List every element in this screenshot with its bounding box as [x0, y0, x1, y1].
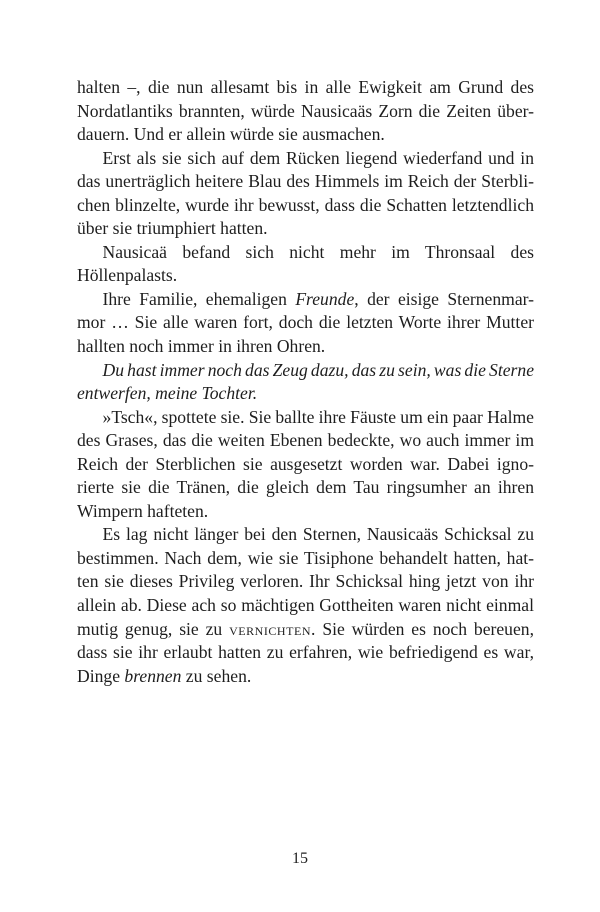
paragraph-5-italic-quote — [77, 359, 534, 406]
text-span: zu sehen. — [181, 665, 252, 686]
text-span: Ihre Familie, ehemaligen — [102, 288, 296, 309]
text-span: mutig genug, sie zu — [77, 618, 230, 639]
paragraph-1 — [77, 76, 534, 147]
text-line: Höllenpalasts. — [77, 265, 178, 286]
text-line: »Tsch«, spottete sie. Sie ballte ihre Fäuste um ein paar Halme — [102, 406, 534, 427]
paragraph-7 — [77, 523, 534, 688]
text-line: dass sie ihr erlaubt hatten zu erfahren, wie befriedigend es war, — [77, 642, 534, 663]
text-line: ten sie dieses Privileg verloren. Ihr Schicksal hing jetzt von ihr — [77, 571, 534, 592]
text-line: bestimmen. Nach dem, wie sie Tisiphone behandelt hatten, hat- — [77, 547, 534, 568]
text-line: Erst als sie sich auf dem Rücken liegend wiederfand und in — [102, 147, 534, 168]
text-line: über sie triumphiert hatten. — [77, 218, 268, 239]
text-line: entwerfen, meine Tochter. — [77, 383, 258, 404]
text-line: das unerträglich heitere Blau des Himmels im Reich der Sterbli- — [77, 171, 534, 192]
text-line: Reich der Sterblichen sie ausgesetzt worden war. Dabei igno- — [77, 453, 534, 474]
page-number: 15 — [292, 850, 308, 867]
paragraph-2 — [77, 147, 534, 241]
text-line: hallten noch immer in ihren Ohren. — [77, 336, 326, 357]
text-line — [77, 618, 534, 642]
text-line: chen blinzelte, wurde ihr bewusst, dass die Schatten letztendlich — [77, 194, 534, 215]
text-line: mor … Sie alle waren fort, doch die letzten Worte ihrer Mutter — [77, 312, 534, 333]
text-line: halten –, die nun allesamt bis in alle Ewigkeit am Grund des — [77, 77, 534, 97]
paragraph-3 — [77, 241, 534, 288]
text-line: Es lag nicht länger bei den Sternen, Nausicaäs Schicksal zu — [102, 524, 534, 545]
text-line: Nausicaä befand sich nicht mehr im Thronsaal des — [102, 241, 534, 262]
emphasis-freunde: Freunde — [295, 288, 355, 309]
text-line: rierte sie die Tränen, die gleich dem Tau ringsumher an ihren — [77, 477, 534, 498]
text-line — [77, 665, 534, 689]
text-line: des Grases, das die weiten Ebenen bedeckte, wo auch immer im — [77, 430, 534, 451]
text-line: Du hast immer noch das Zeug dazu, das zu sein, was die Sterne — [102, 359, 534, 380]
small-caps-vernichten: vernichten — [229, 618, 312, 639]
book-page-text — [77, 76, 534, 688]
text-span: . Sie würden es noch bereuen, — [311, 618, 534, 639]
paragraph-6 — [77, 406, 534, 524]
text-line — [77, 288, 534, 312]
text-span: , der eisige Sternenmar- — [354, 288, 534, 309]
text-line: Wimpern hafteten. — [77, 500, 209, 521]
emphasis-brennen: brennen — [124, 665, 182, 686]
text-line: allein ab. Diese ach so mächtigen Gottheiten waren nicht einmal — [77, 595, 534, 616]
text-span: Dinge — [77, 665, 125, 686]
text-line: Nordatlantiks brannten, würde Nausicaäs Zorn die Zeiten über- — [77, 100, 534, 121]
paragraph-4 — [77, 288, 534, 359]
text-line: dauern. Und er allein würde sie ausmachen. — [77, 124, 385, 145]
